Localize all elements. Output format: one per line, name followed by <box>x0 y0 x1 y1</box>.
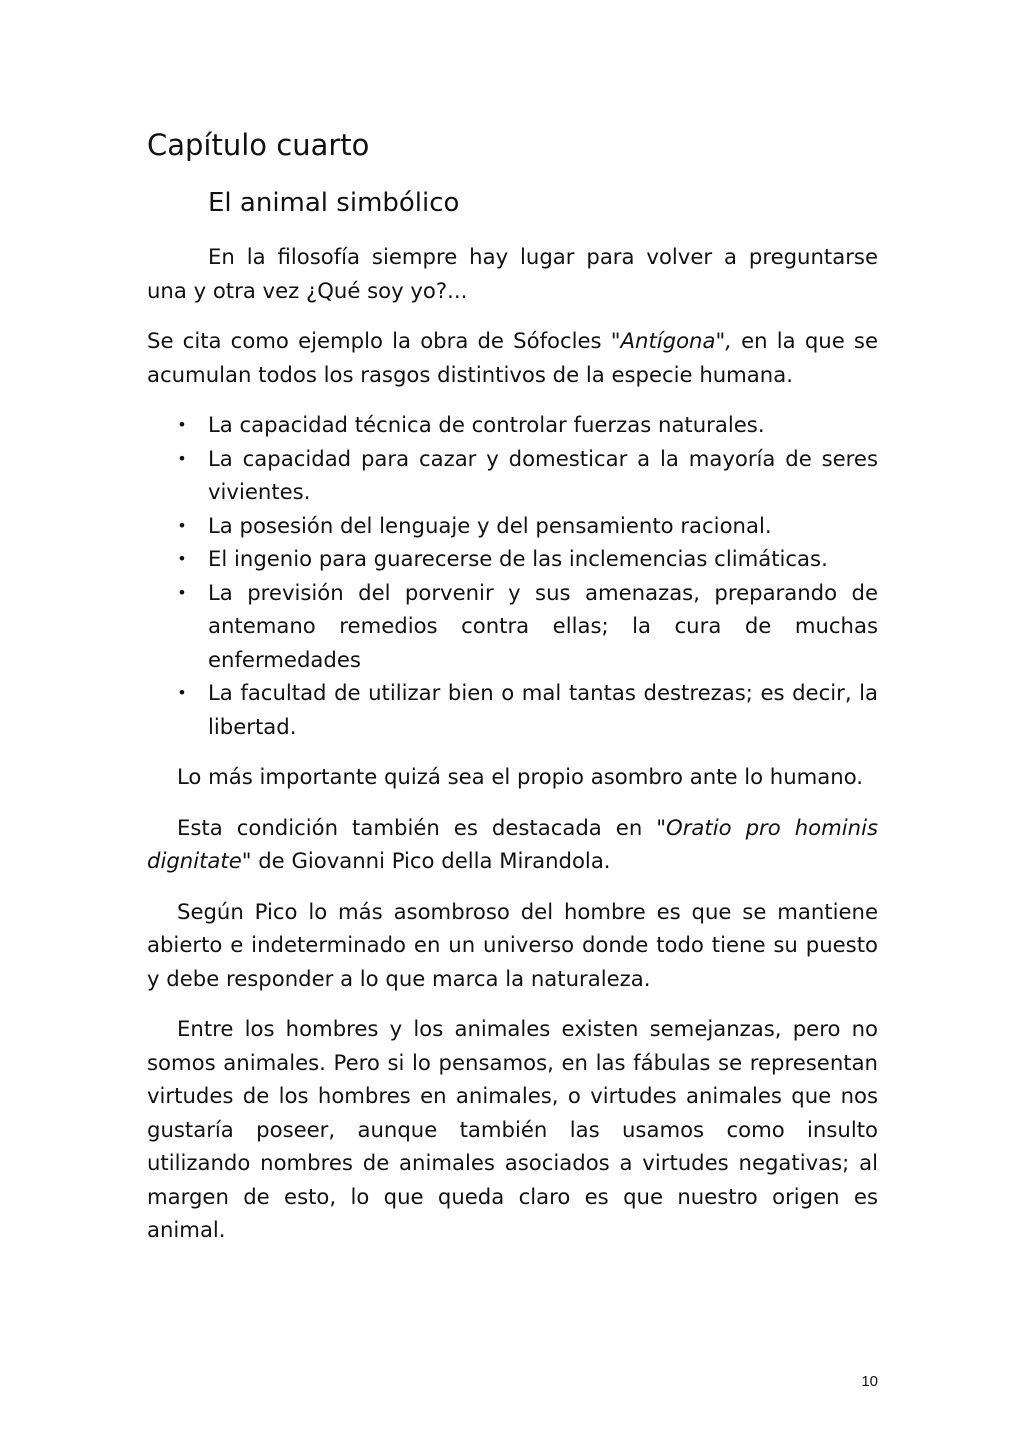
document-page <box>147 0 878 1448</box>
traits-list <box>147 408 878 743</box>
list-item-text: La posesión del lenguaje y del pensamiento racional. <box>208 512 772 538</box>
section-title: El animal simbólico <box>208 188 460 218</box>
paragraph-text: Se cita como ejemplo la obra de Sófocles <box>147 328 611 353</box>
paragraph-asombro: Lo más importante quizá sea el propio asombro ante lo humano. <box>177 764 864 789</box>
bullet-icon: • <box>177 515 187 535</box>
bullet-icon: • <box>177 582 187 602</box>
paragraph-pico: Según Pico lo más asombroso del hombre es que se mantiene abierto e indeterminado en un universo donde todo tiene su puesto y debe responder a lo que marca la naturaleza. <box>147 898 878 991</box>
paragraph-antigona <box>147 324 878 391</box>
bullet-icon: • <box>177 415 187 434</box>
bullet-icon: • <box>177 448 187 468</box>
list-item-text: La facultad de utilizar bien o mal tantas destrezas; es decir, la libertad. <box>208 680 878 739</box>
bullet-icon: • <box>177 683 187 702</box>
list-item <box>177 408 878 442</box>
list-item-text: El ingenio para guarecerse de las inclemencias climáticas. <box>208 546 828 571</box>
paragraph-text: en la que se acumulan todos los rasgos distintivos de la especie humana. <box>147 328 878 387</box>
list-item <box>177 542 878 576</box>
list-item <box>177 576 878 677</box>
paragraph-text: Esta condición también es destacada en <box>177 814 657 840</box>
list-item <box>177 442 878 509</box>
paragraph-animales: Entre los hombres y los animales existen semejanzas, pero no somos animales. Pero si lo pensamos, en las fábulas se representan virtudes de los hombres en animales, o virtudes animales que nos gustaría poseer, aunque también las usamos como insulto utilizando nombres de animales asociados a virtudes negativas; al margen de esto, lo que queda claro es que nuestro origen es animal. <box>147 1016 878 1242</box>
list-item <box>177 509 878 543</box>
list-item-text: La previsión del porvenir y sus amenazas, preparando de antemano remedios contra ellas; la cura de muchas enfermedades <box>208 579 878 672</box>
list-item-text: La capacidad para cazar y domesticar a la mayoría de seres vivientes. <box>208 445 878 504</box>
page-number: 10 <box>861 1373 878 1390</box>
paragraph-intro: En la filosofía siempre hay lugar para volver a preguntarse una y otra vez ¿Qué soy yo?... <box>147 244 878 303</box>
paragraph-oratio <box>147 811 878 878</box>
work-title-oratio: "Oratio pro hominis dignitate" <box>147 814 879 873</box>
document-body <box>147 240 878 1264</box>
bullet-icon: • <box>177 549 187 568</box>
list-item <box>177 676 878 743</box>
chapter-title: Capítulo cuarto <box>147 128 370 162</box>
work-title-antigona: "Antígona", <box>610 328 732 353</box>
paragraph-text: de Giovanni Pico della Mirandola. <box>251 848 611 873</box>
list-item-text: La capacidad técnica de controlar fuerzas naturales. <box>208 412 765 437</box>
